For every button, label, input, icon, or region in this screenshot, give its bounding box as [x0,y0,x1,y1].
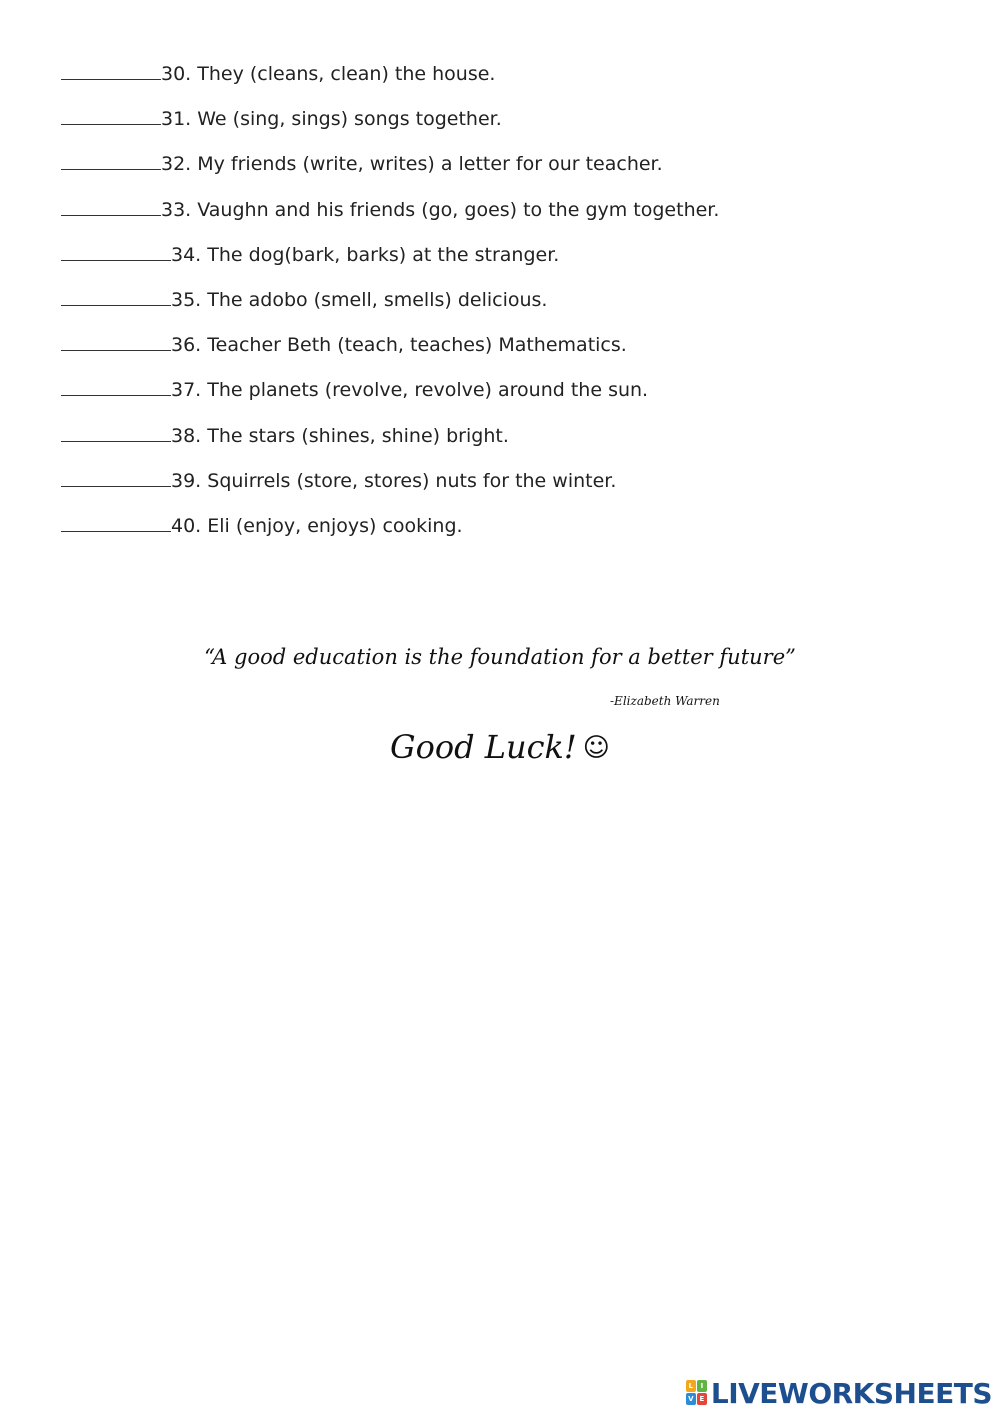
liveworksheets-logo-icon [686,1380,708,1406]
quote [0,645,1000,669]
answer-blank[interactable] [61,469,171,487]
logo-letter: V [686,1393,696,1405]
answer-blank[interactable] [61,62,161,80]
answer-blank[interactable] [61,198,161,216]
brand-name: LIVEWORKSHEETS [710,1376,992,1410]
question-text: 33. Vaughn and his friends (go, goes) to the gym together. [161,199,720,221]
answer-blank[interactable] [61,152,161,170]
question-text: 36. Teacher Beth (teach, teaches) Mathematics. [171,334,627,356]
answer-blank[interactable] [61,107,161,125]
logo-letter: L [686,1380,696,1392]
question-text: 39. Squirrels (store, stores) nuts for the winter. [171,470,617,492]
answer-blank[interactable] [61,378,171,396]
question-item [61,198,719,222]
question-item [61,514,463,538]
question-item [61,107,502,131]
answer-blank[interactable] [61,514,171,532]
question-text: 31. We (sing, sings) songs together. [161,108,502,130]
question-text: 37. The planets (revolve, revolve) around the sun. [171,379,649,401]
logo-letter: I [697,1380,707,1392]
question-item [61,333,627,357]
question-item [61,288,547,312]
question-text: 35. The adobo (smell, smells) delicious. [171,289,548,311]
brand-watermark [686,1378,992,1408]
question-item [61,469,616,493]
quote-author: -Elizabeth Warren [610,694,720,708]
question-text: 30. They (cleans, clean) the house. [161,63,496,85]
question-text: 38. The stars (shines, shine) bright. [171,425,509,447]
question-item [61,243,559,267]
question-item [61,152,663,176]
question-text: 34. The dog(bark, barks) at the stranger. [171,244,560,266]
closing-message [390,728,610,766]
answer-blank[interactable] [61,288,171,306]
question-item [61,378,648,402]
answer-blank[interactable] [61,424,171,442]
quote-text: “A good education is the foundation for a better future” [204,645,796,669]
answer-blank[interactable] [61,333,171,351]
answer-blank[interactable] [61,243,171,261]
smiley-icon: ☺ [582,733,610,763]
question-text: 32. My friends (write, writes) a letter for our teacher. [161,153,663,175]
closing-text: Good Luck! [390,728,577,766]
question-item [61,424,509,448]
question-text: 40. Eli (enjoy, enjoys) cooking. [171,515,463,537]
question-item [61,62,495,86]
logo-letter: E [697,1393,707,1405]
